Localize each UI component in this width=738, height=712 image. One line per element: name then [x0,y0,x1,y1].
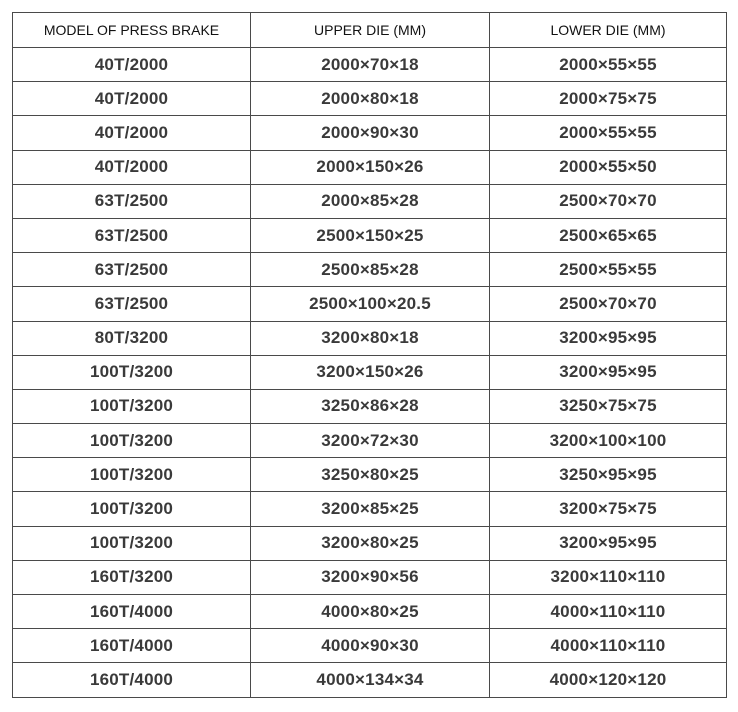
cell-model: 160T/4000 [13,595,251,629]
cell-model: 40T/2000 [13,48,251,82]
table-row [13,184,727,218]
cell-lower-die: 2500×70×70 [490,184,727,218]
cell-upper-die: 4000×90×30 [251,629,490,663]
cell-upper-die: 3200×72×30 [251,424,490,458]
table-row [13,560,727,594]
cell-lower-die: 4000×120×120 [490,663,727,697]
table-row [13,458,727,492]
table-row [13,355,727,389]
table-row [13,389,727,423]
cell-upper-die: 2000×80×18 [251,82,490,116]
cell-upper-die: 3200×85×25 [251,492,490,526]
cell-model: 63T/2500 [13,218,251,252]
cell-model: 100T/3200 [13,424,251,458]
cell-model: 80T/3200 [13,321,251,355]
table-row [13,492,727,526]
cell-upper-die: 4000×134×34 [251,663,490,697]
cell-lower-die: 3250×75×75 [490,389,727,423]
cell-model: 40T/2000 [13,116,251,150]
cell-lower-die: 4000×110×110 [490,629,727,663]
cell-lower-die: 2000×55×50 [490,150,727,184]
cell-model: 100T/3200 [13,389,251,423]
cell-lower-die: 3200×95×95 [490,526,727,560]
cell-model: 63T/2500 [13,184,251,218]
press-brake-die-table [12,12,727,698]
header-row [13,13,727,48]
table-row [13,150,727,184]
cell-upper-die: 3200×80×18 [251,321,490,355]
cell-upper-die: 2500×150×25 [251,218,490,252]
table-row [13,595,727,629]
cell-model: 40T/2000 [13,82,251,116]
cell-model: 40T/2000 [13,150,251,184]
cell-upper-die: 2000×150×26 [251,150,490,184]
cell-model: 160T/3200 [13,560,251,594]
cell-upper-die: 3250×86×28 [251,389,490,423]
table-row [13,424,727,458]
cell-upper-die: 4000×80×25 [251,595,490,629]
header-model: MODEL OF PRESS BRAKE [13,13,251,48]
cell-upper-die: 3250×80×25 [251,458,490,492]
table-header [13,13,727,48]
cell-model: 100T/3200 [13,458,251,492]
cell-model: 100T/3200 [13,492,251,526]
cell-lower-die: 3200×75×75 [490,492,727,526]
table-row [13,287,727,321]
cell-lower-die: 3200×100×100 [490,424,727,458]
cell-lower-die: 2000×55×55 [490,48,727,82]
cell-upper-die: 2000×70×18 [251,48,490,82]
cell-model: 100T/3200 [13,526,251,560]
table-row [13,253,727,287]
cell-model: 63T/2500 [13,253,251,287]
header-upper-die: UPPER DIE (MM) [251,13,490,48]
table-row [13,218,727,252]
cell-lower-die: 2500×55×55 [490,253,727,287]
cell-model: 100T/3200 [13,355,251,389]
cell-model: 160T/4000 [13,629,251,663]
cell-upper-die: 2000×85×28 [251,184,490,218]
table-row [13,526,727,560]
cell-lower-die: 3200×95×95 [490,355,727,389]
cell-model: 63T/2500 [13,287,251,321]
table-row [13,663,727,697]
cell-upper-die: 2500×85×28 [251,253,490,287]
cell-upper-die: 2500×100×20.5 [251,287,490,321]
table-row [13,82,727,116]
cell-lower-die: 2500×70×70 [490,287,727,321]
table-row [13,321,727,355]
cell-upper-die: 3200×90×56 [251,560,490,594]
table-row [13,48,727,82]
cell-upper-die: 3200×80×25 [251,526,490,560]
table-body [13,48,727,698]
cell-lower-die: 4000×110×110 [490,595,727,629]
table-row [13,116,727,150]
table-row [13,629,727,663]
cell-lower-die: 2000×55×55 [490,116,727,150]
cell-lower-die: 3250×95×95 [490,458,727,492]
header-lower-die: LOWER DIE (MM) [490,13,727,48]
cell-model: 160T/4000 [13,663,251,697]
cell-lower-die: 2500×65×65 [490,218,727,252]
cell-lower-die: 3200×95×95 [490,321,727,355]
cell-lower-die: 2000×75×75 [490,82,727,116]
cell-upper-die: 3200×150×26 [251,355,490,389]
cell-lower-die: 3200×110×110 [490,560,727,594]
cell-upper-die: 2000×90×30 [251,116,490,150]
